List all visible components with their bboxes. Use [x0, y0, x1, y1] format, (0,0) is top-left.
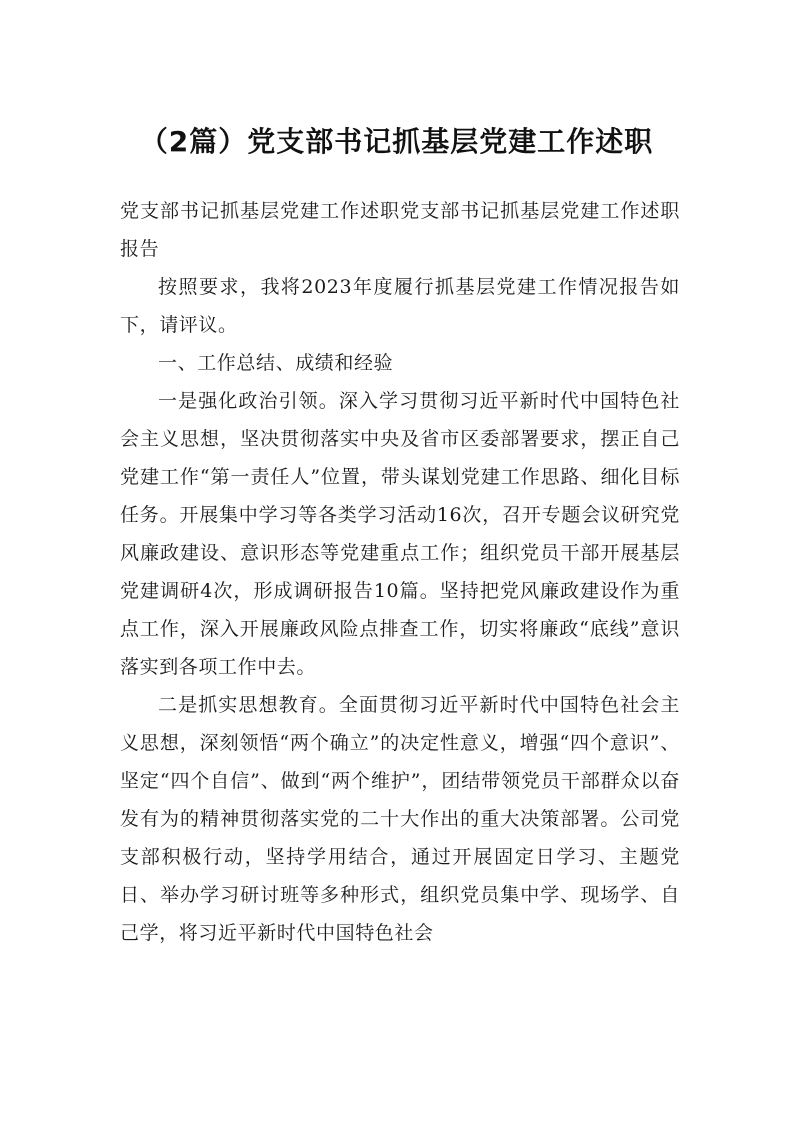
- paragraph-intro: 按照要求，我将2023年度履行抓基层党建工作情况报告如下，请评议。: [120, 276, 680, 336]
- document-title: （2篇）党支部书记抓基层党建工作述职: [139, 125, 654, 158]
- paragraph-subtitle: 党支部书记抓基层党建工作述职党支部书记抓基层党建工作述职报告: [120, 200, 680, 260]
- document-body: [120, 192, 680, 952]
- paragraph-ideological-education: 二是抓实思想教育。全面贯彻习近平新时代中国特色社会主义思想，深刻领悟“两个确立”的决定性意义，增强“四个意识”、坚定“四个自信”、做到“两个维护”，团结带领党员干部群众以奋发有为的精神贯彻落实党的二十大作出的重大决策部署。公司党支部积极行动，坚持学用结合，通过开展固定日学习、主题党日、举办学习研讨班等多种形式，组织党员集中学、现场学、自己学，将习近平新时代中国特色社会: [120, 694, 680, 944]
- paragraph-political-guidance: 一是强化政治引领。深入学习贯彻习近平新时代中国特色社会主义思想，坚决贯彻落实中央及省市区委部署要求，摆正自己党建工作“第一责任人”位置，带头谋划党建工作思路、细化目标任务。开展集中学习等各类学习活动16次，召开专题会议研究党风廉政建设、意识形态等党建重点工作；组织党员干部开展基层党建调研4次，形成调研报告10篇。坚持把党风廉政建设作为重点工作，深入开展廉政风险点排查工作，切实将廉政“底线”意识落实到各项工作中去。: [120, 390, 680, 678]
- section-heading: 一、工作总结、成绩和经验: [158, 352, 394, 374]
